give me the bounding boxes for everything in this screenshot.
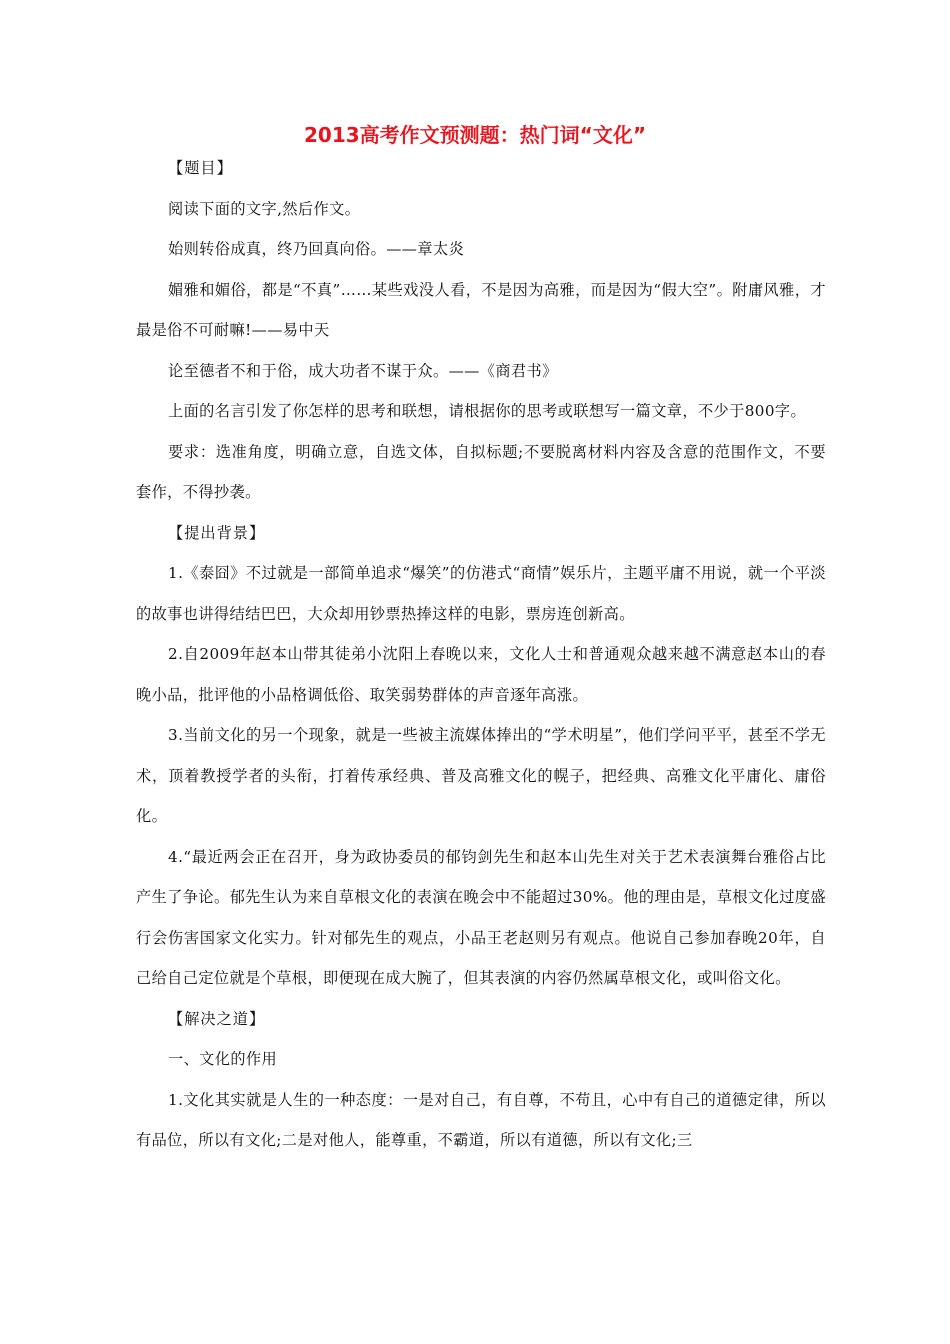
quote-paragraph: 媚雅和媚俗，都是“不真”……某些戏没人看，不是因为高雅，而是因为“假大空”。附庸风雅，才最是俗不可耐嘛!——易中天	[136, 280, 826, 339]
quote-paragraph: 论至德者不和于俗，成大功者不谋于众。——《商君书》	[168, 361, 558, 380]
section-heading: 【提出背景】	[168, 523, 266, 542]
list-item: 1.文化其实就是人生的一种态度：一是对自己，有自尊，不苟且，心中有自己的道德定律，所以有品位，所以有文化;二是对他人，能尊重，不霸道，所以有道德，所以有文化;三	[136, 1090, 826, 1149]
list-item: 3.当前文化的另一个现象，就是一些被主流媒体捧出的“学术明星”，他们学问平平，甚至不学无术，顶着教授学者的头衔，打着传承经典、普及高雅文化的幌子，把经典、高雅文化平庸化、庸俗化。	[136, 726, 826, 825]
paragraph: 上面的名言引发了你怎样的思考和联想，请根据你的思考或联想写一篇文章，不少于800字。	[168, 402, 807, 420]
list-item: 4.“最近两会正在召开，身为政协委员的郁钧剑先生和赵本山先生对关于艺术表演舞台雅俗占比产生了争论。郁先生认为来自草根文化的表演在晚会中不能超过30%。他的理由是，草根文化过度盛行会伤害国家文化实力。针对郁先生的观点，小品王老赵则另有观点。他说自己参加春晚20年，自己给自己定位就是个草根，即便现在成大腕了，但其表演的内容仍然属草根文化，或叫俗文化。	[136, 847, 826, 987]
list-item: 2.自2009年赵本山带其徒弟小沈阳上春晚以来，文化人士和普通观众越来越不满意赵本山的春晚小品，批评他的小品格调低俗、取笑弱势群体的声音逐年高涨。	[136, 645, 826, 704]
section-heading: 【题目】	[168, 159, 233, 177]
section-heading: 【解决之道】	[168, 1009, 266, 1028]
document-body	[136, 148, 826, 1161]
document-title: 2013高考作文预测题：热门词“文化”	[304, 123, 646, 147]
list-item: 1.《泰囧》不过就是一部简单追求“爆笑”的仿港式“商情”娱乐片，主题平庸不用说，就一个平淡的故事也讲得结结巴巴，大众却用钞票热捧这样的电影，票房连创新高。	[136, 564, 826, 623]
quote-paragraph: 始则转俗成真，终乃回真向俗。——章太炎	[168, 240, 465, 258]
subsection-heading: 一、文化的作用	[168, 1050, 278, 1068]
paragraph: 要求：选准角度，明确立意，自选文体，自拟标题;不要脱离材料内容及含意的范围作文，不要套作，不得抄袭。	[136, 442, 826, 501]
paragraph: 阅读下面的文字,然后作文。	[168, 199, 361, 218]
